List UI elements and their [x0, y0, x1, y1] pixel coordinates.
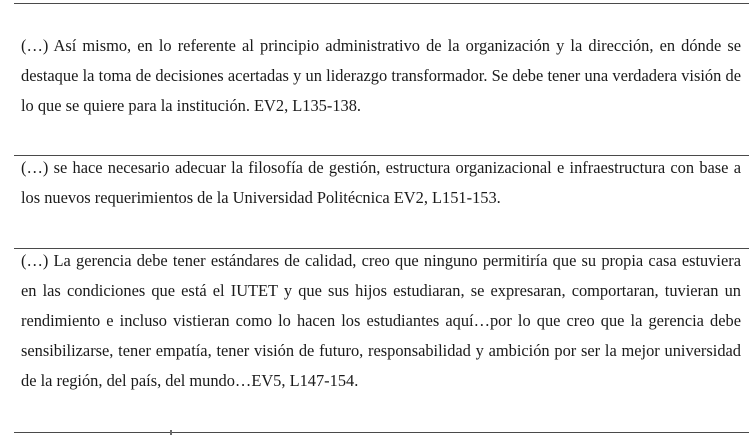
top-divider — [14, 3, 749, 4]
quote-ev2-l135: (…) Así mismo, en lo referente al principio administrativo de la organización y la dirección, en dónde se destaque la toma de decisiones acertadas y un liderazgo transformador. Se debe tener una verdadera visión de lo que se quiere para la institución. EV2, L135-138. — [21, 36, 741, 115]
quote-ev2-l151: (…) se hace necesario adecuar la filosofía de gestión, estructura organizacional e infraestructura con base a los nuevos requerimientos de la Universidad Politécnica EV2, L151-153. — [21, 158, 741, 207]
bottom-divider — [14, 432, 749, 433]
bottom-mark — [170, 430, 172, 435]
quote-ev5-l147: (…) La gerencia debe tener estándares de calidad, creo que ninguno permitiría que su propia casa estuviera en las condiciones que está el IUTET y que sus hijos estudiaran, se expresaran, comportaran, tuvieran un rendimiento e incluso vistieran como lo hacen los estudiantes aquí…por lo que creo que la gerencia debe sensibilizarse, tener empatía, tener visión de futuro, responsabilidad y ambición por ser la mejor universidad de la región, del país, del mundo…EV5, L147-154. — [21, 251, 741, 390]
